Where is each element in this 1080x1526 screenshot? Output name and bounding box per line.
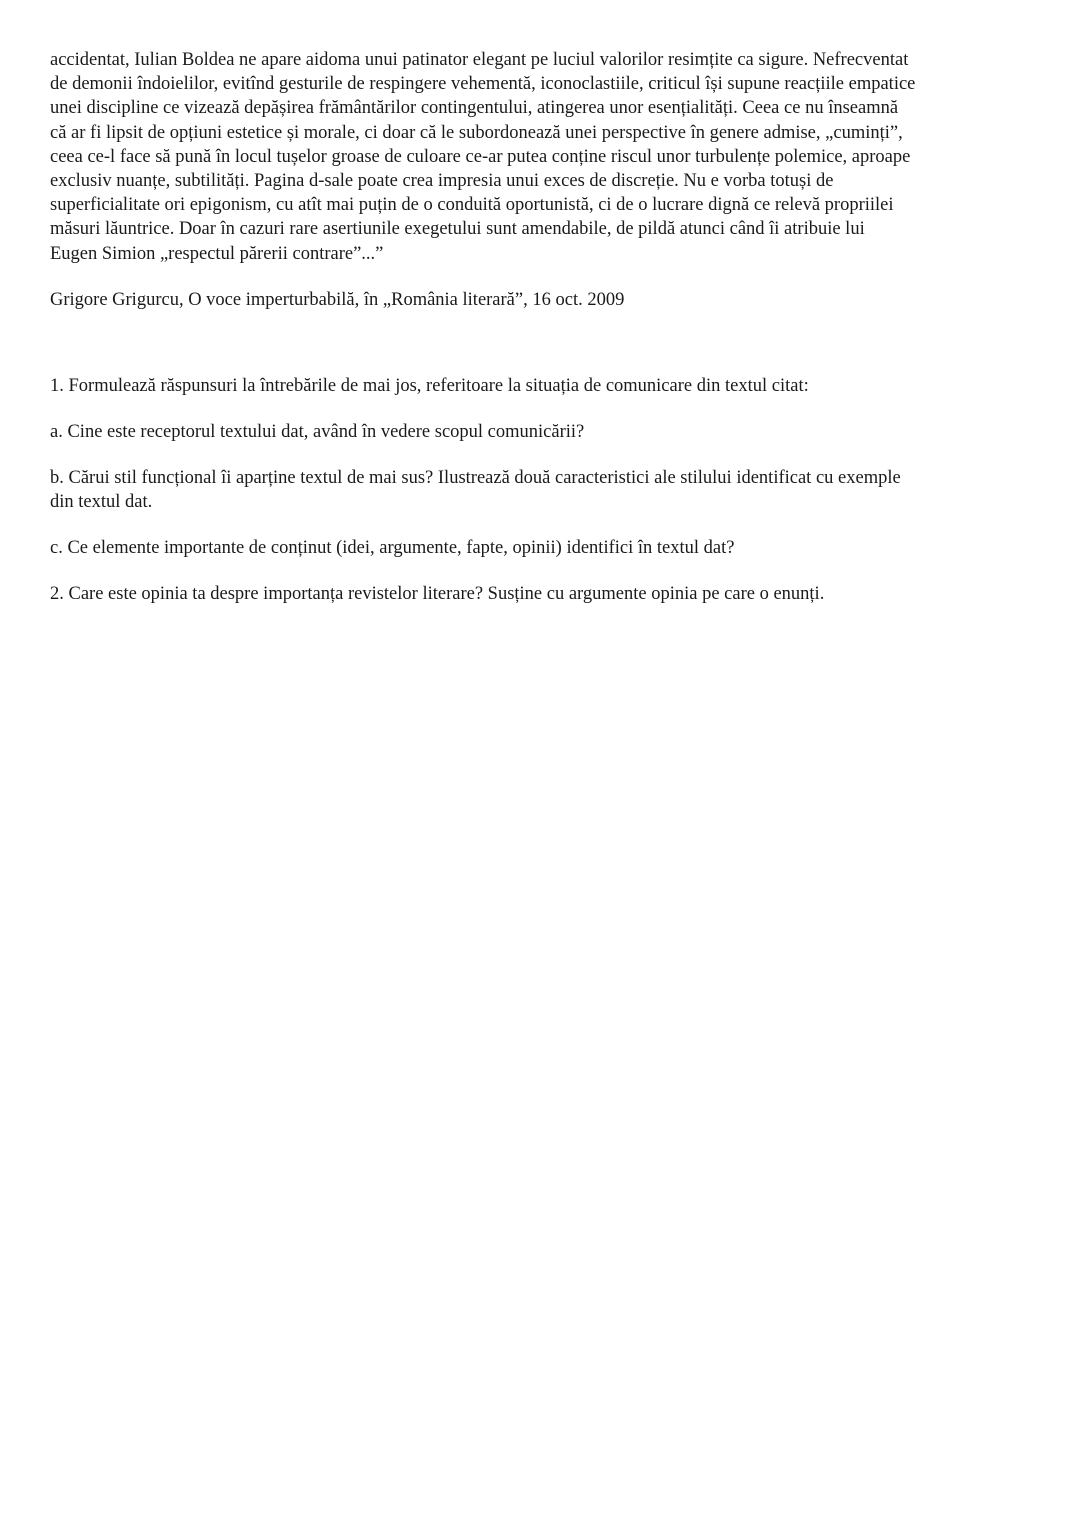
question-1a: a. Cine este receptorul textului dat, având în vedere scopul comunicării?: [50, 421, 585, 442]
question-1: 1. Formulează răspunsuri la întrebările de mai jos, referitoare la situația de comunicare din textul citat:: [50, 375, 809, 396]
passage-line: superficialitate ori epigonism, cu atît mai puțin de o conduită oportunistă, ci de o lucrare dignă ce relevă propriilei: [50, 195, 894, 216]
question-1b-line: din textul dat.: [50, 491, 153, 512]
source-citation: Grigore Grigurcu, O voce imperturbabilă, în „România literară”, 16 oct. 2009: [50, 289, 625, 310]
quoted-passage: [50, 48, 1035, 266]
passage-line: de demonii îndoielilor, evitînd gesturile de respingere vehementă, iconoclastiile, criticul își supune reacțiile empatice: [50, 74, 916, 95]
question-1b-line: b. Cărui stil funcțional îi aparține textul de mai sus? Ilustrează două caracteristici ale stilului identificat cu exemple: [50, 467, 901, 488]
passage-line: Eugen Simion „respectul părerii contrare”...”: [50, 243, 384, 264]
passage-line: ceea ce-l face să pună în locul tușelor groase de culoare ce-ar putea conține riscul unor turbulențe polemice, aproape: [50, 146, 911, 167]
question-1c: c. Ce elemente importante de conținut (idei, argumente, fapte, opinii) identifici în textul dat?: [50, 537, 735, 558]
passage-line: exclusiv nuanțe, subtilități. Pagina d-sale poate crea impresia unui exces de discreție. Nu e vorba totuși de: [50, 171, 834, 192]
question-1b: [50, 466, 1035, 514]
question-2: 2. Care este opinia ta despre importanța revistelor literare? Susține cu argumente opinia pe care o enunți.: [50, 583, 825, 604]
document-page: [50, 48, 1035, 628]
passage-line: accidentat, Iulian Boldea ne apare aidoma unui patinator elegant pe luciul valorilor resimțite ca sigure. Nefrecventat: [50, 50, 909, 70]
passage-line: măsuri lăuntrice. Doar în cazuri rare asertiunile exegetului sunt amendabile, de pildă atunci când îi atribuie lui: [50, 219, 865, 240]
passage-line: unei discipline ce vizează depășirea frământărilor contingentului, atingerea unor esențialități. Ceea ce nu înseamnă: [50, 98, 899, 119]
questions-section: [50, 374, 1035, 606]
passage-line: că ar fi lipsit de opțiuni estetice și morale, ci doar că le subordonează unei perspective în genere admise, „cuminți”,: [50, 122, 903, 143]
